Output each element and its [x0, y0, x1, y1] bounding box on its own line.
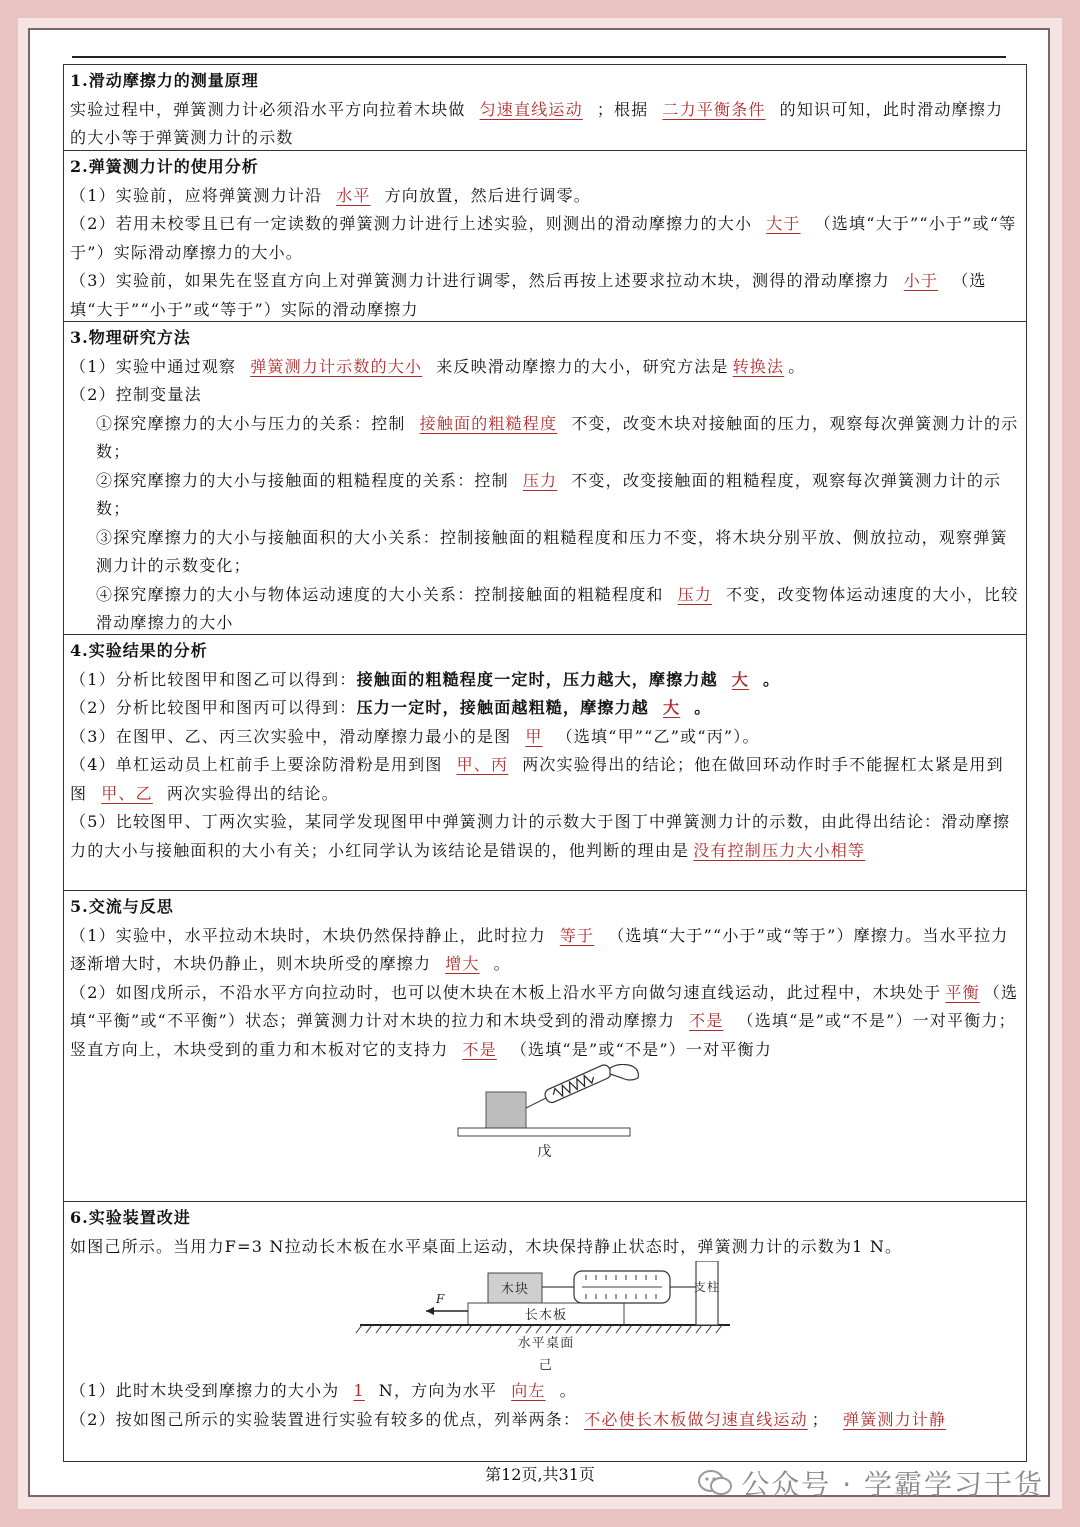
- text: 两次实验得出的结论。: [166, 783, 339, 803]
- answer: 小于: [903, 271, 939, 290]
- text: 。: [493, 954, 511, 973]
- figure-wu: [70, 1064, 1020, 1160]
- long-board-label: 长木板: [524, 1308, 568, 1323]
- text: ②探究摩擦力的大小与接触面的粗糙程度的关系：控制: [96, 470, 509, 490]
- text: 方向放置，然后进行调零。: [384, 185, 591, 205]
- answer: 大: [663, 698, 681, 717]
- answer: 甲、乙: [101, 783, 153, 803]
- spring-scale: [543, 1064, 613, 1104]
- answer: 大: [731, 669, 749, 689]
- answer: 不是: [689, 1011, 724, 1030]
- text: （5）比较图甲、丁两次实验，某同学发现图甲中弹簧测力计的示数大于图丁中弹簧测力计的示数，由此得出结论：滑动摩擦力的大小与接触面积的大小有关；小红同学认为该结论是错误的，他判断的理由是: [70, 812, 1011, 860]
- answer: 平衡: [945, 982, 980, 1002]
- answer: 接触面的粗糙程度: [419, 413, 558, 433]
- question: [70, 267, 1020, 324]
- text: 不变，改变物体运动速度的大小，比较滑动摩擦力的大小: [96, 584, 1019, 632]
- intro: 如图己所示。当用力F=3 N拉动长木板在水平桌面上运动，木块保持静止状态时，弹簧测力计的示数为1 N。: [70, 1236, 903, 1256]
- answer: 弹簧测力计示数的大小: [250, 356, 423, 376]
- text: 两次实验得出的结论；他在做回环动作时手不能握杠太紧是用到图: [70, 755, 1004, 803]
- text: （选填“是”或“不是”）一对平衡力；竖直方向上，木块受到的重力和木板对它的支持力: [70, 1011, 1016, 1059]
- text: 。: [559, 1381, 577, 1400]
- hand: [610, 1064, 638, 1080]
- text: 实验过程中，弹簧测力计必须沿水平方向拉着木块做: [70, 99, 466, 119]
- text: （2）按如图己所示的实验装置进行实验有较多的优点，列举两条：: [70, 1409, 581, 1429]
- question: [70, 808, 1020, 865]
- answer: 向左: [511, 1381, 546, 1400]
- text: 。: [694, 698, 712, 717]
- answer: 二力平衡条件: [662, 99, 766, 119]
- text: （3）实验前，如果先在竖直方向上对弹簧测力计进行调零，然后再按上述要求拉动木块，测得的滑动摩擦力: [70, 271, 890, 290]
- desk-hatching: [356, 1325, 722, 1333]
- desk-label: 水平桌面: [517, 1336, 575, 1351]
- text: 来反映滑动摩擦力的大小，研究方法是: [436, 356, 729, 376]
- question: [70, 979, 1020, 1065]
- answer: 弹簧测力计静: [843, 1409, 947, 1429]
- sub-item: [70, 410, 1020, 467]
- text: （2）如图戊所示，不沿水平方向拉动时，也可以使木块在木板上沿水平方向做匀速直线运动，此过程中，木块处于: [70, 982, 942, 1002]
- text: （4）单杠运动员上杠前手上要涂防滑粉是用到图: [70, 755, 443, 774]
- text: 不变，改变木块对接触面的压力，观察每次弹簧测力计的示数；: [96, 413, 1019, 461]
- text: （1）实验前，应将弹簧测力计沿: [70, 185, 323, 205]
- section-5: [64, 891, 1026, 1202]
- answer: 等于: [559, 925, 595, 945]
- section-2: [64, 151, 1026, 322]
- post-label: 支柱: [693, 1280, 721, 1294]
- answer: 转换法: [732, 356, 785, 376]
- question: [70, 182, 1020, 211]
- answer: 不必使长木板做匀速直线运动: [584, 1409, 808, 1429]
- question: [70, 666, 1020, 695]
- text: （2）分析比较图甲和图丙可以得到：: [70, 698, 357, 717]
- text: （2）若用未校零且已有一定读数的弹簧测力计进行上述实验，则测出的滑动摩擦力的大小: [70, 214, 753, 233]
- answer: 水平: [336, 185, 371, 205]
- text: 。: [763, 669, 781, 689]
- text: 的知识可知，此时滑动摩擦力的大小等于弹簧测力计的示数: [70, 99, 1004, 147]
- page-number: 第12页,共31页: [485, 1465, 595, 1484]
- paragraph: [70, 96, 1020, 153]
- text: ④探究摩擦力的大小与物体运动速度的大小关系：控制接触面的粗糙程度和: [96, 584, 664, 604]
- text: ①探究摩擦力的大小与压力的关系：控制: [96, 413, 406, 433]
- section-3: [64, 322, 1026, 635]
- question: [70, 1406, 1020, 1435]
- text: （选填“大于”“小于”或“等于”）实际滑动摩擦力的大小。: [70, 214, 1017, 262]
- text: N，方向为水平: [378, 1381, 498, 1400]
- question: [70, 1377, 1020, 1406]
- section-1: [64, 65, 1026, 151]
- text: （选填“是”或“不是”）一对平衡力: [510, 1039, 772, 1059]
- text: （1）实验中通过观察: [70, 356, 237, 376]
- header-rule: [72, 56, 1006, 58]
- text: 不变，改变接触面的粗糙程度，观察每次弹簧测力计的示数；: [96, 470, 1002, 518]
- answer: 匀速直线运动: [479, 99, 583, 119]
- answer: 大于: [766, 214, 801, 233]
- bold-text: 接触面的粗糙程度一定时，压力越大，摩擦力越: [356, 669, 718, 689]
- answer: 1: [353, 1381, 365, 1400]
- answer: 甲、丙: [456, 755, 509, 774]
- sub-item: [70, 467, 1020, 524]
- question: [70, 922, 1020, 979]
- question: [70, 353, 1020, 382]
- answer: 甲: [525, 726, 543, 746]
- section-title: 4.实验结果的分析: [70, 641, 208, 660]
- question: [70, 694, 1020, 723]
- text: （选填“平衡”或“不平衡”）状态；弹簧测力计对木块的拉力和木块受到的滑动摩擦力: [70, 982, 1019, 1030]
- answer: 没有控制压力大小相等: [693, 840, 866, 860]
- section-title: 6.实验装置改进: [70, 1208, 191, 1227]
- content-table: [63, 64, 1027, 1462]
- text: ；: [811, 1409, 829, 1429]
- board: [458, 1128, 630, 1136]
- section-title: 2.弹簧测力计的使用分析: [70, 157, 259, 176]
- text: （3）在图甲、乙、丙三次实验中，滑动摩擦力最小的是图: [70, 726, 512, 746]
- wood-block: [486, 1092, 526, 1128]
- text: 。: [788, 356, 806, 376]
- section-title: 5.交流与反思: [70, 897, 174, 916]
- figure-ji: [70, 1261, 1020, 1377]
- sub-item: ③探究摩擦力的大小与接触面积的大小关系：控制接触面的粗糙程度和压力不变，将木块分别平放、侧放拉动，观察弹簧测力计的示数变化；: [96, 527, 1008, 575]
- text: （选填“甲”“乙”或“丙”）。: [556, 726, 760, 746]
- figure-caption: 戊: [537, 1144, 553, 1160]
- force-arrowhead: [426, 1307, 434, 1315]
- answer: 增大: [445, 954, 480, 973]
- bold-text: 压力一定时，接触面越粗糙，摩擦力越: [356, 698, 649, 717]
- section-title: 1.滑动摩擦力的测量原理: [70, 71, 259, 90]
- answer: 不是: [462, 1039, 497, 1059]
- text: （1）此时木块受到摩擦力的大小为: [70, 1381, 340, 1400]
- text: ；根据: [596, 99, 649, 119]
- question: [70, 723, 1020, 752]
- watermark: [697, 1463, 1044, 1503]
- text: （选填“大于”“小于”或“等于”）实际的滑动摩擦力: [70, 271, 987, 319]
- question: [70, 751, 1020, 808]
- watermark-text: 公众号 · 学霸学习干货: [741, 1468, 1044, 1501]
- answer: 压力: [677, 584, 713, 604]
- answer: 压力: [522, 470, 558, 490]
- question: [70, 210, 1020, 267]
- wood-block-label: 木块: [500, 1282, 530, 1297]
- wechat-icon: [697, 1469, 733, 1497]
- figure-caption: 己: [538, 1358, 554, 1373]
- question: （2）控制变量法: [70, 385, 202, 404]
- text: （1）分析比较图甲和图乙可以得到：: [70, 669, 357, 689]
- text: （1）实验中，水平拉动木块时，木块仍然保持静止，此时拉力: [70, 925, 546, 945]
- string: [526, 1098, 546, 1108]
- section-6: [64, 1202, 1026, 1461]
- document-page: [28, 28, 1050, 1497]
- sub-item: [70, 581, 1020, 638]
- force-label: F: [436, 1292, 446, 1306]
- text: （选填“大于”“小于”或“等于”）摩擦力。当水平拉力逐渐增大时，木块仍静止，则木块所受的摩擦力: [70, 925, 1009, 973]
- section-4: [64, 635, 1026, 891]
- improved-apparatus-diagram: [70, 1261, 1022, 1377]
- section-title: 3.物理研究方法: [70, 328, 191, 347]
- page-frame: [18, 18, 1062, 1509]
